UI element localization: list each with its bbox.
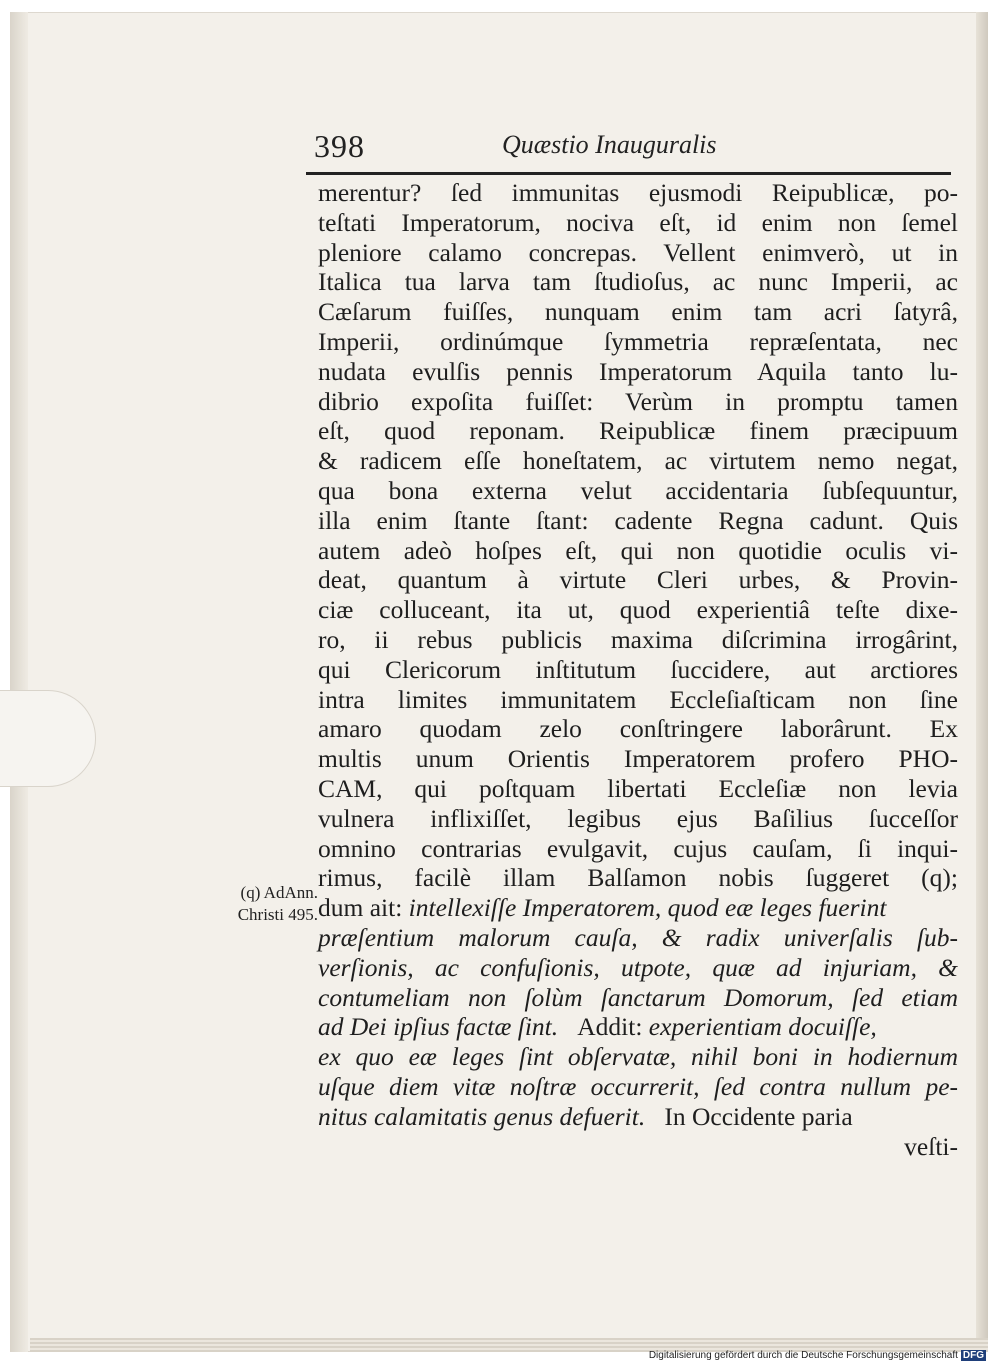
page-gutter [10, 12, 28, 1352]
text-segment: In Occidente paria [664, 1101, 853, 1131]
text-line: intra limites immunitatem Eccleſiaſticam non ſine [318, 684, 958, 714]
text-line: ex quo eæ leges ſint obſervatæ, nihil boni in hodiernum [318, 1042, 958, 1072]
text-line: rimus, facilè illam Balſamon nobis ſuggeret (q); [318, 863, 958, 893]
text-line: autem adeò hoſpes eſt, qui non quotidie oculis vi- [318, 535, 958, 565]
text-line: ciæ colluceant, ita ut, quod experientiâ teſte dixe- [318, 595, 958, 625]
text-line: Imperii, ordinúmque ſymmetria repræſentata, nec [318, 326, 958, 356]
text-line: verſionis, ac confuſionis, utpote, quæ ad injuriam, & [318, 952, 958, 982]
italic-segment: nitus calamitatis genus defuerit. [318, 1101, 646, 1131]
text-line: Italica tua larva tam ſtudioſus, ac nunc Imperii, ac [318, 267, 958, 297]
text-segment: dum ait: [318, 893, 403, 923]
italic-segment: experientiam docuiſſe, [648, 1012, 877, 1042]
text-line: teſtati Imperatorum, nociva eſt, id enim non ſemel [318, 207, 958, 237]
text-line: deat, quantum à virtute Cleri urbes, & Provin- [318, 565, 958, 595]
catchword: veſti- [904, 1131, 958, 1161]
dfg-logo: DFG [962, 1350, 984, 1361]
digitization-credit [649, 1350, 986, 1361]
text-line: ro, ii rebus publicis maxima diſcrimina irrogârint, [318, 624, 958, 654]
text-line: qua bona externa velut accidentaria ſubſequuntur, [318, 475, 958, 505]
italic-segment: intellexiſſe Imperatorem, quod eæ leges fuerint [408, 893, 887, 923]
text-line: merentur? ſed immunitas ejusmodi Reipublicæ, po- [318, 178, 958, 207]
text-line: uſque diem vitæ noſtræ occurrerit, ſed contra nullum pe- [318, 1071, 958, 1101]
text-line: præſentium malorum cauſa, & radix univerſalis ſub- [318, 922, 958, 952]
text-line: eſt, quod reponam. Reipublicæ finem præcipuum [318, 416, 958, 446]
text-line: nudata evulſis pennis Imperatorum Aquila tanto lu- [318, 356, 958, 386]
marginal-note [200, 882, 318, 926]
page-header [306, 128, 951, 175]
marginal-note-line: (q) AdAnn. [240, 883, 318, 902]
text-line: vulnera inflixiſſet, legibus ejus Baſilius ſucceſſor [318, 803, 958, 833]
text-line: Cæſarum fuiſſes, nunquam enim tam acri ſatyrâ, [318, 297, 958, 327]
italic-segment: ad Dei ipſius factæ ſint. [318, 1012, 559, 1042]
bookmark-tab [0, 690, 96, 787]
text-segment: Addit: [577, 1012, 643, 1042]
credit-text: Digitalisierung gefördert durch die Deutsche Forschungsgemeinschaft [648, 1350, 958, 1361]
running-title: Quæstio Inauguralis [502, 130, 717, 159]
text-line: omnino contrarias evulgavit, cujus cauſam, ſi inqui- [318, 833, 958, 863]
text-line: & radicem eſſe honeſtatem, ac virtutem nemo negat, [318, 446, 958, 476]
text-line: multis unum Orientis Imperatorem profero PHO- [318, 744, 958, 774]
text-line: CAM, qui poſtquam libertati Eccleſiæ non levia [318, 773, 958, 803]
text-line [318, 1012, 958, 1042]
text-line: contumeliam non ſolùm ſanctarum Domorum, ſed etiam [318, 982, 958, 1012]
text-line: dibrio expoſita fuiſſet: Verùm in promptu tamen [318, 386, 958, 416]
text-line [318, 893, 958, 923]
text-line: qui Clericorum inſtitutum ſuccidere, aut arctiores [318, 654, 958, 684]
text-line: pleniore calamo concrepas. Vellent enimverò, ut in [318, 237, 958, 267]
text-line [318, 1102, 958, 1132]
page-number: 398 [314, 128, 365, 164]
page-fore-edge [976, 12, 988, 1352]
marginal-note-line: Christi 495. [237, 905, 318, 924]
text-line: amaro quodam zelo conſtringere laborârunt. Ex [318, 714, 958, 744]
text-line: illa enim ſtante ſtant: cadente Regna cadunt. Quis [318, 505, 958, 535]
body-text [318, 178, 958, 1161]
